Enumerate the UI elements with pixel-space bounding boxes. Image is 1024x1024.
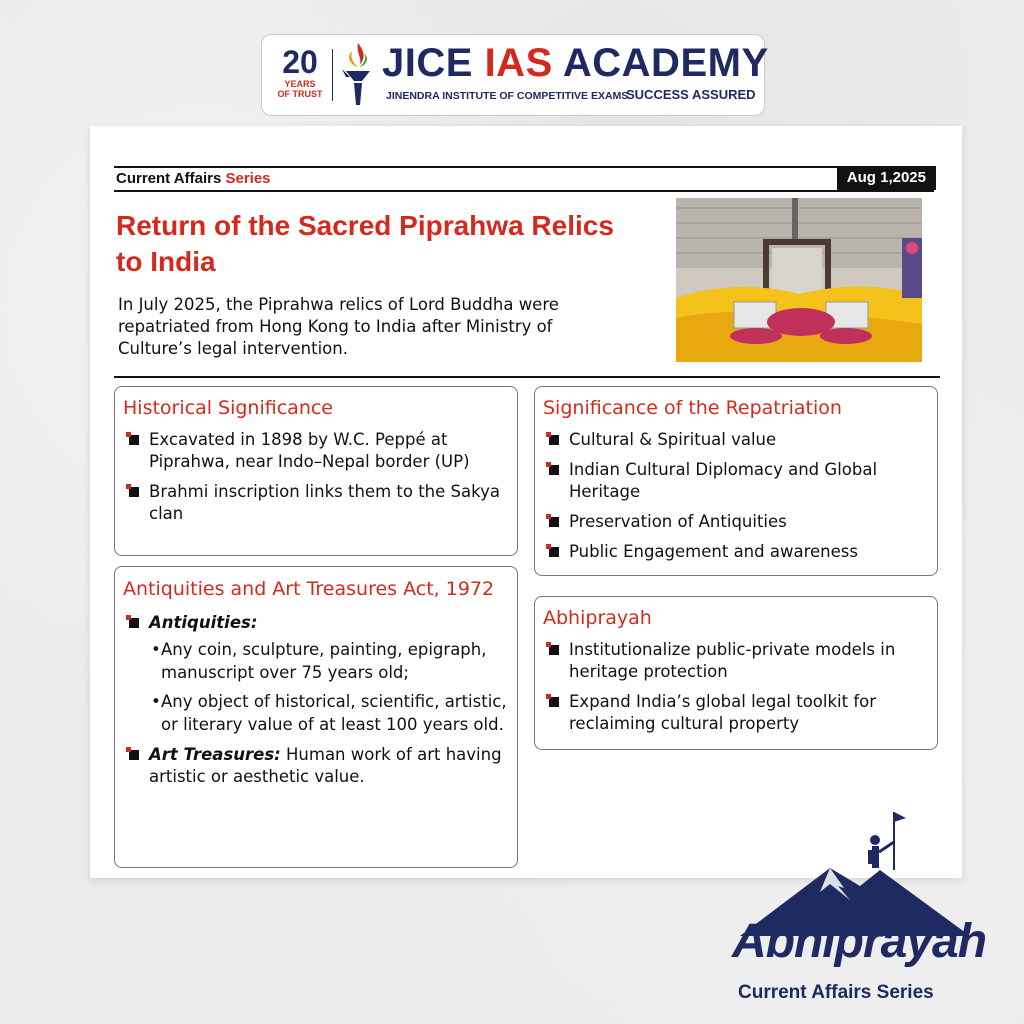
list-item [123,481,507,525]
antiquities-label: Antiquities: [149,613,258,632]
repatriation-heading: Significance of the Repatriation [543,397,842,419]
bullet-icon [549,645,559,655]
brand-part-ias: IAS [484,41,553,85]
years-badge [274,45,326,99]
brand-part-academy: ACADEMY [562,41,769,85]
list-item [543,541,927,563]
series-label-highlight: Series [225,170,271,187]
brand-part-jice: JICE [382,41,473,85]
academy-logo [261,34,769,116]
brand-subtitle: Current Affairs Series [738,982,934,1003]
abhiprayah-item-text: Expand India’s global legal toolkit for reclaiming cultural property [569,692,877,733]
repatriation-item-text: Cultural & Spiritual value [569,430,777,449]
abhiprayah-heading: Abhiprayah [543,607,652,629]
relics-photo [676,198,922,362]
article-card [90,126,962,878]
list-item [543,429,927,451]
historical-item-text: Brahmi inscription links them to the Sakya clan [149,482,500,523]
years-number: 20 [282,44,318,80]
series-bar [114,166,934,192]
historical-item-text: Excavated in 1898 by W.C. Peppé at Piprahwa, near Indo–Nepal border (UP) [149,430,470,471]
act-heading: Antiquities and Art Treasures Act, 1972 [123,578,495,600]
academy-subtitle: JINENDRA INSTITUTE OF COMPETITIVE EXAMS [386,90,629,102]
trust-text: OF TRUST [277,89,323,99]
historical-heading: Historical Significance [123,397,333,419]
article-title: Return of the Sacred Piprahwa Relics to India [116,210,614,277]
historical-significance-box [114,386,518,556]
years-text: YEARS [284,79,316,89]
bullet-icon [549,697,559,707]
repatriation-significance-box [534,386,938,576]
list-item [543,639,927,683]
abhiprayah-brand [720,808,1000,1018]
list-item [123,744,507,788]
antiquities-act-box [114,566,518,868]
academy-name [382,41,769,85]
bullet-icon [129,750,139,760]
repatriation-item-text: Preservation of Antiquities [569,512,787,531]
list-item [543,511,927,533]
list-item [543,459,927,503]
academy-tagline: SUCCESS ASSURED [626,87,756,102]
article-intro: In July 2025, the Piprahwa relics of Lord Buddha were repatriated from Hong Kong to India after Ministry of Culture’s legal intervention. [118,295,559,358]
bullet-icon [549,547,559,557]
list-item [123,612,507,634]
sub-list-item [123,690,507,736]
repatriation-item-text: Public Engagement and awareness [569,542,858,561]
art-treasures-label: Art Treasures: [149,745,281,764]
bullet-icon [549,465,559,475]
bullet-icon [129,487,139,497]
bullet-icon [129,435,139,445]
sub-list-item [123,638,507,684]
list-item [123,429,507,473]
list-item [543,691,927,735]
abhiprayah-box [534,596,938,750]
date-badge: Aug 1,2025 [837,166,936,190]
logo-separator [332,49,333,101]
bullet-icon [549,435,559,445]
series-label-text: Current Affairs [116,170,222,187]
section-divider [114,376,940,378]
antiquities-point: Any object of historical, scientific, artistic, or literary value of at least 100 years old. [161,692,507,734]
series-label [116,169,271,189]
bullet-icon [129,618,139,628]
torch-logo-icon [338,41,378,107]
brand-wordmark: Abhiprayah [732,915,987,968]
bullet-icon [549,517,559,527]
dot-icon: • [151,692,161,711]
repatriation-item-text: Indian Cultural Diplomacy and Global Heritage [569,460,878,501]
abhiprayah-item-text: Institutionalize public-private models in heritage protection [569,640,896,681]
art-treasures-text: Human work of art having artistic or aesthetic value. [149,745,502,786]
antiquities-point: Any coin, sculpture, painting, epigraph, manuscript over 75 years old; [161,640,487,682]
dot-icon: • [151,640,161,659]
